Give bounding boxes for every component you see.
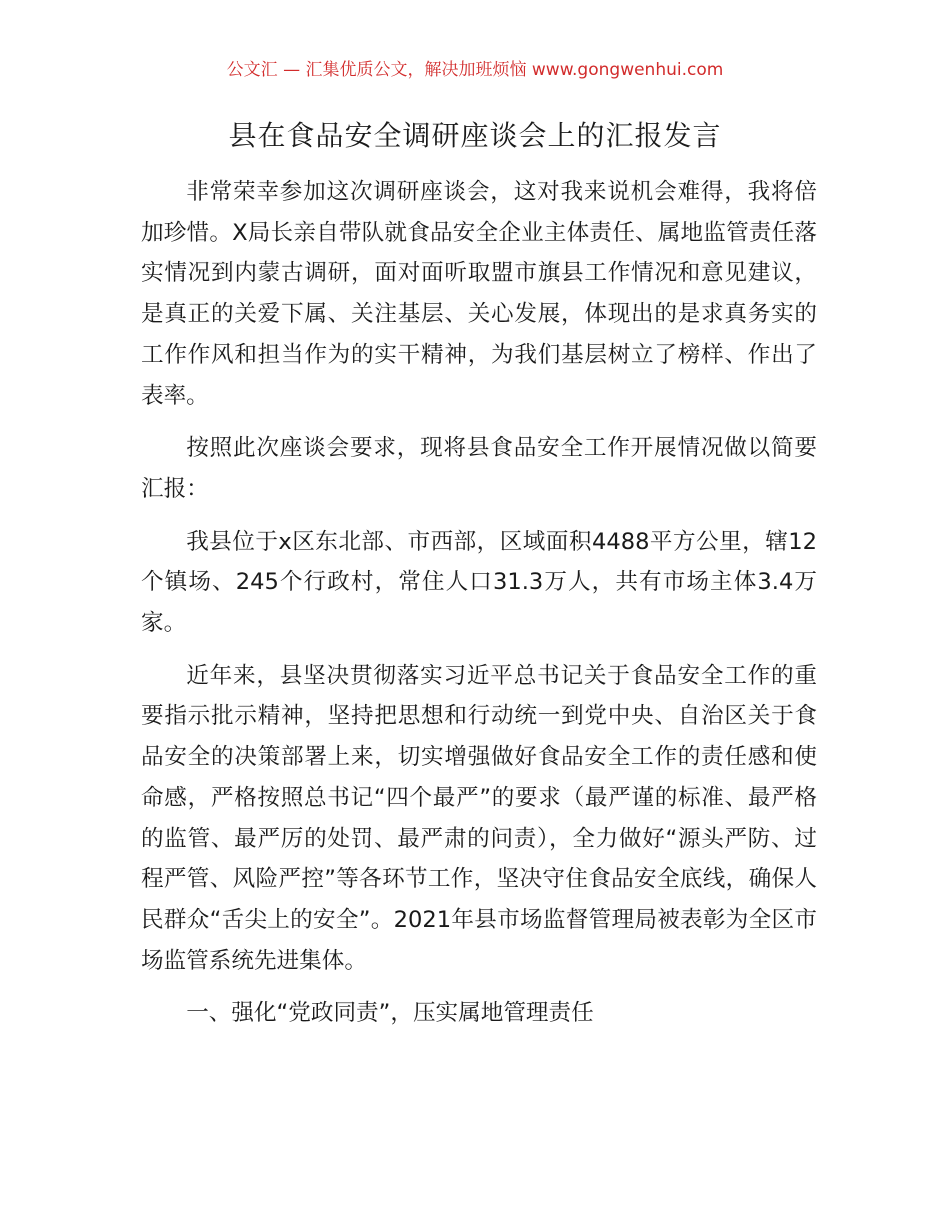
paragraph-recent-work: 近年来，县坚决贯彻落实习近平总书记关于食品安全工作的重要指示批示精神，坚持把思想和行动统一到党中央、自治区关于食品安全的决策部署上来，切实增强做好食品安全工作的责任感和使命感，严格按照总书记“四个最严”的要求（最严谨的标准、最严格的监管、最严厉的处罚、最严肃的问责），全力做好“源头严防、过程严管、风险严控”等各环节工作，坚决守住食品安全底线，确保人民群众“舌尖上的安全”。2021年县市场监督管理局被表彰为全区市场监管系统先进集体。	[141, 662, 817, 974]
section-heading-1: 一、强化“党政同责”，压实属地管理责任	[186, 1000, 594, 1027]
paragraph-report-purpose: 按照此次座谈会要求，现将县食品安全工作开展情况做以简要汇报：	[141, 435, 817, 502]
document-title: 县在食品安全调研座谈会上的汇报发言	[228, 119, 722, 152]
paragraph-county-overview: 我县位于x区东北部、市西部，区域面积4488平方公里，辖12个镇场、245个行政村，常住人口31.3万人，共有市场主体3.4万家。	[141, 528, 817, 637]
paragraph-intro: 非常荣幸参加这次调研座谈会，这对我来说机会难得，我将倍加珍惜。X局长亲自带队就食品安全企业主体责任、属地监管责任落实情况到内蒙古调研，面对面听取盟市旗县工作情况和意见建议，是真正的关爱下属、关注基层、关心发展，体现出的是求真务实的工作作风和担当作为的实干精神，为我们基层树立了榜样、作出了表率。	[141, 179, 817, 409]
document-body	[141, 172, 817, 1046]
site-header-banner: 公文汇 — 汇集优质公文，解决加班烦恼 www.gongwenhui.com	[226, 60, 724, 80]
